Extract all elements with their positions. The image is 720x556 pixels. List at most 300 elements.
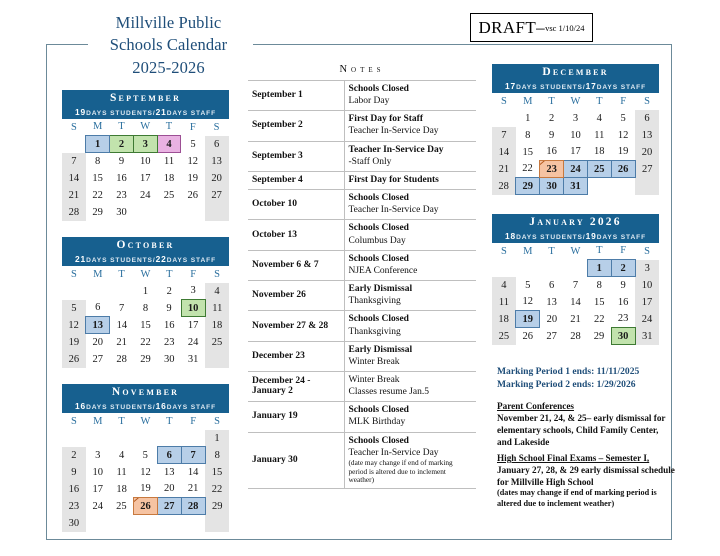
day-cell[interactable] [181, 283, 205, 300]
day-cell[interactable] [635, 311, 659, 328]
day-cell[interactable] [134, 351, 158, 368]
notes-row [248, 171, 476, 189]
day-number: 8 [525, 129, 531, 141]
day-cell[interactable] [134, 464, 158, 481]
month-block-september [62, 90, 229, 221]
day-cell[interactable] [540, 110, 564, 127]
day-cell[interactable] [540, 144, 564, 161]
day-cell[interactable] [157, 317, 181, 334]
day-cell[interactable] [516, 294, 540, 311]
day-cell[interactable] [134, 481, 158, 498]
day-cell-empty [110, 283, 134, 300]
day-cell-empty [516, 260, 540, 277]
day-number: 14 [68, 172, 80, 184]
day-number: 27 [211, 189, 222, 201]
day-number: 22 [92, 189, 103, 201]
notes-detail-sub: -Staff Only [348, 156, 392, 167]
dow-header: S [644, 95, 650, 107]
day-number: 14 [116, 319, 128, 331]
day-number: 27 [642, 163, 653, 175]
notes-detail-cell [344, 402, 476, 432]
day-number: 6 [213, 138, 220, 150]
day-cell[interactable] [611, 110, 635, 127]
day-cell-empty [62, 136, 86, 153]
day-number: 30 [116, 206, 127, 218]
day-cell-empty [611, 178, 635, 195]
day-cell[interactable] [205, 153, 229, 170]
notes-detail-cell [344, 141, 476, 171]
frame-top-right-rule [253, 44, 672, 45]
dow-header: T [166, 268, 173, 280]
dow-header: M [93, 121, 103, 133]
day-cell-highlighted[interactable] [516, 178, 540, 195]
day-cell[interactable] [611, 294, 635, 311]
day-cell[interactable] [86, 204, 110, 221]
day-number: 5 [525, 279, 531, 291]
day-cell[interactable] [110, 334, 134, 351]
dow-header: F [620, 245, 627, 257]
day-cell-highlighted[interactable] [587, 161, 611, 178]
day-cell[interactable] [635, 144, 659, 161]
day-cell-highlighted[interactable] [181, 498, 205, 515]
day-cell[interactable] [86, 187, 110, 204]
day-cell-highlighted[interactable] [86, 136, 110, 153]
notes-detail-cell [344, 81, 476, 111]
week-row [62, 515, 229, 532]
day-cell[interactable] [205, 481, 229, 498]
day-cell[interactable] [110, 300, 134, 317]
day-cell-empty [157, 204, 181, 221]
day-cell-empty [86, 515, 110, 532]
day-cell[interactable] [635, 277, 659, 294]
day-cell[interactable] [492, 161, 516, 178]
day-cell[interactable] [133, 153, 157, 170]
dow-header: W [140, 121, 151, 133]
day-cell[interactable] [587, 311, 611, 328]
day-cell[interactable] [110, 481, 134, 498]
day-number: 1 [142, 285, 149, 297]
day-number: 21 [68, 189, 80, 201]
day-number: 29 [593, 330, 605, 342]
month-block-october [62, 237, 229, 368]
day-cell[interactable] [181, 351, 205, 368]
final-exams-heading: High School Final Exams – Semester I, [497, 453, 650, 463]
day-cell-empty [205, 204, 229, 221]
day-cell[interactable] [635, 110, 659, 127]
day-cell[interactable] [157, 170, 181, 187]
day-number: 18 [116, 483, 127, 495]
day-cell[interactable] [62, 334, 86, 351]
day-cell[interactable] [492, 277, 516, 294]
day-cell[interactable] [157, 300, 181, 317]
day-number: 12 [617, 129, 629, 141]
day-cell-empty [133, 204, 157, 221]
day-cell-highlighted[interactable] [181, 300, 205, 317]
day-cell[interactable] [205, 136, 229, 153]
day-number: 10 [92, 466, 104, 478]
day-cell[interactable] [540, 127, 564, 144]
day-cell[interactable] [181, 136, 205, 153]
day-cell[interactable] [516, 110, 540, 127]
day-number: 19 [617, 146, 629, 158]
notes-row [248, 111, 476, 141]
day-cell[interactable] [181, 187, 205, 204]
day-number: 4 [501, 279, 507, 291]
notes-date-cell: December 24 - January 2 [248, 371, 344, 401]
day-number: 20 [92, 336, 104, 348]
day-cell[interactable] [611, 311, 635, 328]
day-number: 20 [211, 172, 222, 184]
day-number: 11 [498, 296, 509, 308]
day-cell[interactable] [157, 464, 181, 481]
day-cell[interactable] [62, 498, 86, 515]
day-cell[interactable] [134, 283, 158, 300]
day-number: 3 [95, 449, 101, 461]
notes-detail-cell [344, 281, 476, 311]
title-line-2: Schools Calendar [109, 35, 228, 55]
day-number: 1 [596, 262, 602, 274]
dow-header: T [596, 245, 603, 257]
marking-period-1: Marking Period 1 ends: 11/11/2025 [497, 366, 640, 377]
day-cell[interactable] [587, 110, 611, 127]
day-number: 1 [525, 112, 531, 124]
day-cell-highlighted[interactable] [564, 178, 588, 195]
day-number: 5 [190, 138, 196, 150]
day-cell[interactable] [492, 127, 516, 144]
day-cell-highlighted[interactable] [611, 260, 635, 277]
day-cell[interactable] [540, 294, 564, 311]
day-number: 12 [187, 155, 199, 167]
day-number: 19 [187, 172, 199, 184]
day-cell[interactable] [492, 328, 516, 345]
day-cell[interactable] [587, 328, 611, 345]
day-cell[interactable] [205, 447, 229, 464]
day-cell-highlighted[interactable] [587, 260, 611, 277]
day-cell[interactable] [86, 351, 110, 368]
month-block-december [492, 64, 659, 195]
week-row [62, 498, 229, 515]
draft-label: DRAFT– [478, 17, 546, 37]
day-number: 2 [118, 138, 125, 150]
week-row [62, 351, 229, 368]
dow-header: M [93, 415, 103, 427]
day-number: 2 [166, 285, 172, 297]
day-cell[interactable] [564, 127, 588, 144]
day-number: 5 [142, 449, 148, 461]
day-cell[interactable] [86, 153, 110, 170]
day-cell[interactable] [62, 170, 86, 187]
day-number: 9 [620, 279, 626, 291]
day-number: 18 [211, 319, 223, 331]
day-cell[interactable] [205, 430, 229, 447]
day-cell[interactable] [205, 187, 229, 204]
day-cell[interactable] [110, 187, 134, 204]
day-cell[interactable] [181, 317, 205, 334]
day-cell[interactable] [110, 498, 134, 515]
notes-detail-title: Early Dismissal [348, 284, 413, 295]
day-cell[interactable] [564, 328, 588, 345]
day-cell[interactable] [516, 144, 540, 161]
day-number: 2 [620, 262, 626, 274]
day-number: 16 [546, 146, 557, 158]
day-number: 11 [212, 302, 223, 314]
day-cell[interactable] [564, 294, 588, 311]
day-number: 31 [570, 180, 581, 192]
notes-detail-title: Early Dismissal [348, 344, 413, 355]
day-number: 20 [164, 483, 175, 495]
day-cell-highlighted[interactable] [110, 136, 134, 153]
dow-header: W [570, 245, 581, 257]
day-cell-empty [205, 351, 229, 368]
day-cell[interactable] [86, 481, 110, 498]
day-number: 23 [164, 336, 175, 348]
day-cell[interactable] [86, 464, 110, 481]
dow-header: S [71, 268, 77, 280]
month-block-november [62, 384, 229, 532]
notes-detail-title: Schools Closed [348, 435, 409, 446]
day-cell[interactable] [564, 311, 588, 328]
day-cell[interactable] [157, 481, 181, 498]
day-cell[interactable] [62, 464, 86, 481]
day-cell-empty [157, 430, 181, 447]
notes-date-cell: January 19 [248, 402, 344, 432]
day-cell[interactable] [86, 334, 110, 351]
day-cell[interactable] [62, 317, 86, 334]
day-cell[interactable] [564, 144, 588, 161]
day-number: 16 [617, 296, 629, 308]
week-row [492, 277, 659, 294]
day-cell-highlighted[interactable] [134, 498, 158, 515]
day-cell[interactable] [611, 127, 635, 144]
day-cell-highlighted[interactable] [540, 178, 564, 195]
day-cell[interactable] [540, 328, 564, 345]
day-cell[interactable] [110, 351, 134, 368]
notes-date-cell: October 10 [248, 190, 344, 220]
day-number: 4 [166, 138, 172, 150]
month-grid [62, 413, 229, 532]
day-number: 14 [570, 296, 581, 308]
week-row [492, 328, 659, 345]
day-cell[interactable] [62, 187, 86, 204]
day-cell-highlighted[interactable] [157, 498, 181, 515]
week-row [62, 430, 229, 447]
day-number: 30 [68, 517, 80, 529]
day-cell[interactable] [516, 328, 540, 345]
day-number: 13 [92, 319, 104, 331]
day-cell[interactable] [134, 300, 158, 317]
notes-detail-sub2: Classes resume Jan.5 [348, 387, 429, 398]
day-cell[interactable] [110, 447, 134, 464]
day-cell[interactable] [205, 170, 229, 187]
day-cell-highlighted[interactable] [611, 161, 635, 178]
day-cell[interactable] [516, 277, 540, 294]
day-number: 3 [142, 138, 148, 150]
day-cell-highlighted[interactable] [157, 447, 181, 464]
day-cell[interactable] [587, 127, 611, 144]
day-cell[interactable] [540, 277, 564, 294]
day-cell[interactable] [181, 464, 205, 481]
day-number: 18 [163, 172, 175, 184]
notes-detail-sub: Labor Day [348, 96, 390, 107]
day-cell[interactable] [157, 187, 181, 204]
day-number: 4 [118, 449, 125, 461]
day-cell[interactable] [157, 283, 181, 300]
day-cell[interactable] [587, 144, 611, 161]
day-cell[interactable] [134, 334, 158, 351]
day-cell[interactable] [110, 170, 134, 187]
month-day-counts: 19DAYS STUDENTS/21DAYS STAFF [62, 107, 229, 119]
day-cell[interactable] [62, 153, 86, 170]
day-cell-highlighted[interactable] [181, 447, 205, 464]
day-cell-empty [181, 430, 205, 447]
dow-header: F [189, 121, 196, 133]
dow-header: M [523, 95, 533, 107]
day-cell[interactable] [110, 317, 134, 334]
day-cell[interactable] [134, 447, 158, 464]
day-cell[interactable] [181, 153, 205, 170]
day-number: 5 [71, 302, 77, 314]
day-number: 24 [570, 163, 581, 175]
day-number: 23 [546, 163, 557, 175]
marking-periods-block [497, 366, 672, 392]
day-number: 30 [617, 330, 629, 342]
day-cell[interactable] [635, 328, 659, 345]
day-number: 4 [214, 285, 220, 297]
month-block-january-2026 [492, 214, 659, 345]
day-number: 17 [641, 296, 653, 308]
day-cell[interactable] [110, 464, 134, 481]
day-cell-empty [492, 110, 516, 127]
day-cell[interactable] [86, 170, 110, 187]
day-cell[interactable] [133, 187, 157, 204]
day-cell[interactable] [134, 317, 158, 334]
day-cell-empty [110, 430, 134, 447]
day-cell[interactable] [62, 204, 86, 221]
day-cell[interactable] [86, 498, 110, 515]
day-cell[interactable] [635, 294, 659, 311]
week-row [62, 464, 229, 481]
dow-header: S [501, 245, 507, 257]
day-cell[interactable] [516, 127, 540, 144]
day-number: 21 [498, 163, 510, 175]
day-cell[interactable] [564, 277, 588, 294]
day-cell-highlighted[interactable] [516, 311, 540, 328]
day-cell[interactable] [157, 153, 181, 170]
day-number: 22 [522, 163, 533, 175]
day-number: 2 [548, 112, 555, 124]
day-cell[interactable] [181, 481, 205, 498]
day-cell-highlighted[interactable] [133, 136, 157, 153]
day-number: 22 [211, 483, 223, 495]
day-number: 21 [187, 483, 199, 495]
notes-table [248, 80, 476, 489]
day-cell[interactable] [635, 161, 659, 178]
day-cell[interactable] [86, 300, 110, 317]
dow-header: T [596, 95, 603, 107]
month-grid [492, 243, 659, 346]
day-cell-highlighted[interactable] [540, 161, 564, 178]
day-cell[interactable] [62, 481, 86, 498]
day-cell[interactable] [110, 204, 134, 221]
day-cell[interactable] [205, 334, 229, 351]
day-cell[interactable] [516, 161, 540, 178]
day-cell[interactable] [181, 334, 205, 351]
day-number: 24 [641, 313, 653, 325]
day-cell[interactable] [157, 334, 181, 351]
day-cell[interactable] [110, 153, 134, 170]
day-cell[interactable] [62, 300, 86, 317]
day-number: 25 [594, 163, 605, 175]
day-number: 9 [166, 302, 172, 314]
day-number: 26 [617, 163, 629, 175]
day-cell[interactable] [492, 294, 516, 311]
day-cell[interactable] [205, 464, 229, 481]
notes-detail-sub: Teacher In-Service Day [348, 205, 439, 216]
day-cell[interactable] [205, 283, 229, 300]
day-cell[interactable] [133, 170, 157, 187]
day-cell[interactable] [564, 110, 588, 127]
day-cell[interactable] [492, 311, 516, 328]
day-cell[interactable] [587, 277, 611, 294]
notes-detail-sub: Teacher In-Service Day [348, 126, 439, 137]
day-cell[interactable] [86, 447, 110, 464]
day-number: 26 [187, 189, 199, 201]
day-cell[interactable] [492, 178, 516, 195]
day-number: 23 [116, 189, 127, 201]
week-row [492, 311, 659, 328]
day-cell-highlighted[interactable] [157, 136, 181, 153]
day-cell-empty [540, 260, 564, 277]
day-cell[interactable] [540, 311, 564, 328]
day-cell[interactable] [611, 144, 635, 161]
day-cell-empty [157, 515, 181, 532]
day-number: 16 [116, 172, 127, 184]
day-cell-highlighted[interactable] [564, 161, 588, 178]
day-cell[interactable] [635, 260, 659, 277]
week-row [62, 187, 229, 204]
day-cell[interactable] [62, 351, 86, 368]
notes-detail-title: First Day for Students [348, 174, 439, 185]
day-number: 21 [116, 336, 127, 348]
notes-detail-sub: Teacher In-Service Day [348, 447, 439, 458]
day-cell-highlighted[interactable] [611, 328, 635, 345]
day-cell[interactable] [62, 447, 86, 464]
day-number: 16 [68, 483, 80, 495]
day-cell[interactable] [635, 127, 659, 144]
day-cell[interactable] [492, 144, 516, 161]
day-number: 14 [187, 466, 199, 478]
notes-detail-cell [344, 220, 476, 250]
day-number: 27 [164, 500, 175, 512]
day-cell[interactable] [157, 351, 181, 368]
month-day-counts: 18DAYS STUDENTS/19DAYS STAFF [492, 231, 659, 243]
day-cell[interactable] [205, 300, 229, 317]
day-cell-empty [492, 260, 516, 277]
day-cell-highlighted[interactable] [86, 317, 110, 334]
day-cell[interactable] [587, 294, 611, 311]
month-title: October [62, 237, 229, 254]
day-cell[interactable] [181, 170, 205, 187]
day-number: 31 [187, 353, 199, 365]
day-cell[interactable] [205, 498, 229, 515]
day-cell[interactable] [62, 515, 86, 532]
notes-date-cell: September 1 [248, 81, 344, 111]
month-day-counts: 17DAYS STUDENTS/17DAYS STAFF [492, 81, 659, 93]
day-cell[interactable] [205, 317, 229, 334]
draft-stamp [470, 13, 593, 42]
notes-row [248, 402, 476, 432]
day-cell[interactable] [611, 277, 635, 294]
